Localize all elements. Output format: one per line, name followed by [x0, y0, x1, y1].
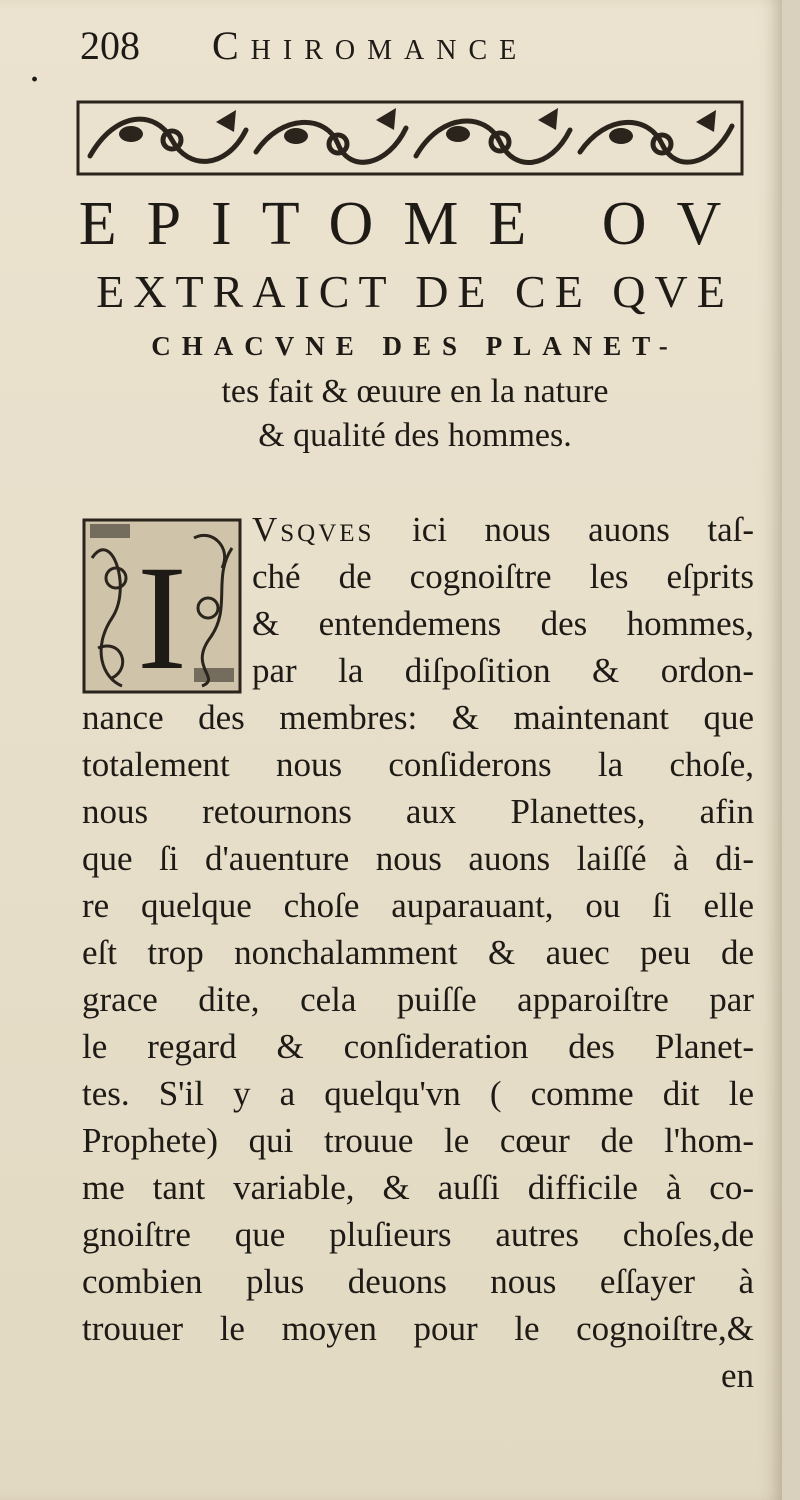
- text-line: me tant variable, & auſſi difficile à co-: [82, 1168, 754, 1207]
- heading-line-2: EXTRAICT DE CE QVE: [96, 266, 734, 317]
- line-text: ici nous auons taſ-: [374, 510, 754, 549]
- text-line: par la diſpoſition & ordon-: [252, 651, 754, 690]
- text-line: ché de cognoiſtre les eſprits: [252, 557, 754, 596]
- running-title: Chiromance: [212, 23, 529, 68]
- text-line: Prophete) qui trouue le cœur de l'hom-: [82, 1121, 754, 1160]
- text-line: nous retournons aux Planettes, afin: [82, 792, 754, 831]
- heading-line-4: tes fait & œuure en la nature: [221, 373, 609, 410]
- page-number: 208: [80, 23, 140, 68]
- headpiece-ornament: [76, 100, 744, 176]
- body-text: [82, 506, 754, 1399]
- text-line: [252, 506, 754, 553]
- heading-line-3: CHACVNE DES PLANET-: [151, 331, 679, 361]
- text-line: trouuer le moyen pour le cognoiſtre,&: [82, 1309, 754, 1348]
- text-line: gnoiſtre que pluſieurs autres choſes,de: [82, 1215, 754, 1254]
- text-line: eſt trop nonchalamment & auec peu de: [82, 933, 754, 972]
- heading-line-5: & qualité des hommes.: [258, 417, 572, 454]
- chapter-heading: [70, 186, 760, 458]
- catchword: en: [720, 1356, 754, 1395]
- text-line: & entendemens des hommes,: [252, 604, 754, 643]
- margin-dot: .: [30, 58, 40, 88]
- text-line: nance des membres: & maintenant que: [82, 698, 754, 737]
- running-head: [80, 22, 720, 82]
- text-line: tes. S'il y a quelqu'vn ( comme dit le: [82, 1074, 754, 1113]
- text-line: que ſi d'auenture nous auons laiſſé à di-: [82, 839, 754, 878]
- text-line: combien plus deuons nous eſſayer à: [82, 1262, 754, 1301]
- text-line: re quelque choſe auparauant, ou ſi elle: [82, 886, 754, 925]
- heading-line-1: EPITOME OV: [78, 190, 752, 258]
- first-word: Vsqves: [252, 510, 375, 549]
- text-line: le regard & conſideration des Planet-: [82, 1027, 754, 1066]
- dropcap-letter: I: [137, 535, 187, 694]
- text-line: grace dite, cela puiſſe apparoiſtre par: [82, 980, 754, 1019]
- text-line: totalement nous conſiderons la choſe,: [82, 745, 754, 784]
